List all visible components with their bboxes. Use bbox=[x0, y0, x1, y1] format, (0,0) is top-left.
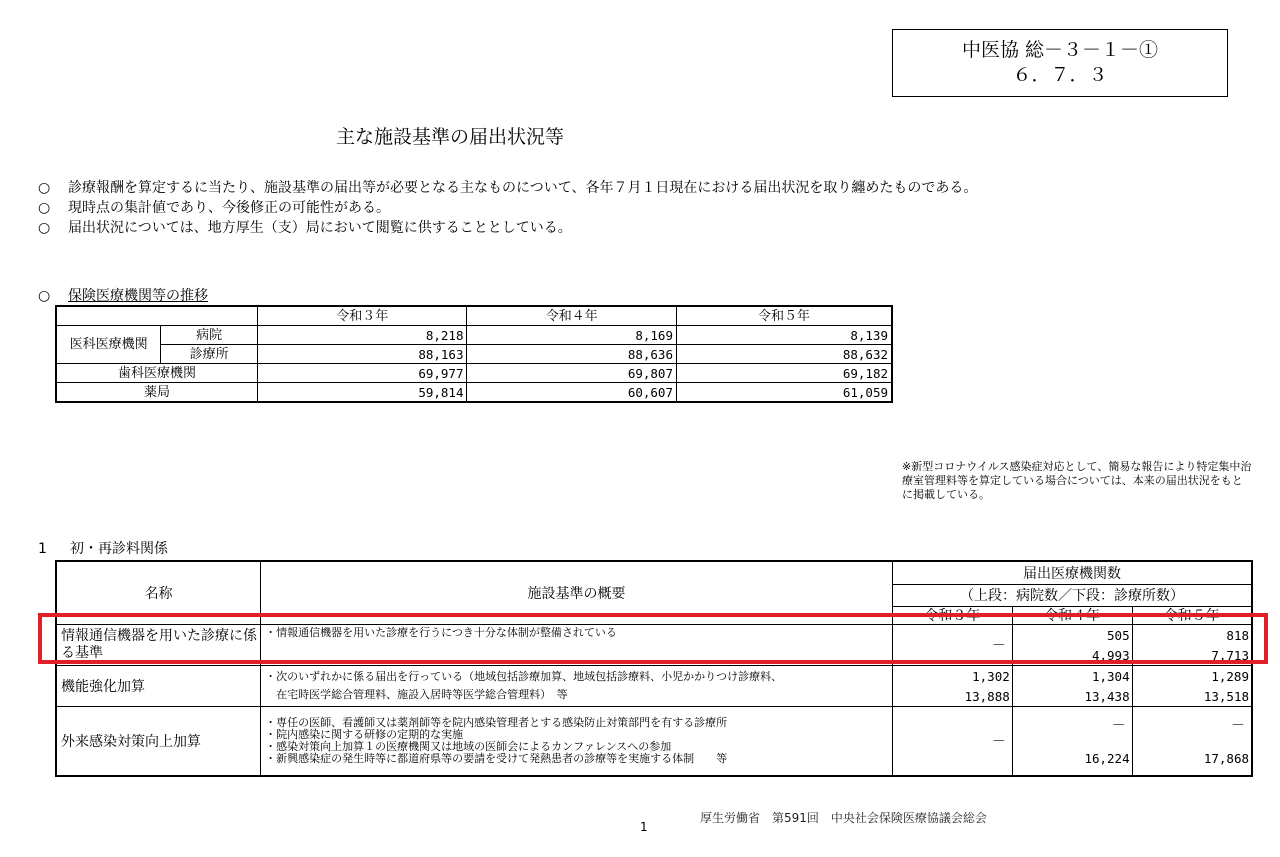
covid-remark: ※新型コロナウイルス感染症対応として、簡易な報告により特定集中治療室管理料等を算定している場合については、本来の届出状況をもとに掲載している。 bbox=[902, 460, 1252, 501]
standard-summary: ・情報通信機器を用いた診療を行うにつき十分な体制が整備されている bbox=[261, 625, 893, 666]
row-group-label: 医科医療機関 bbox=[56, 326, 161, 364]
intro-notes bbox=[38, 178, 977, 238]
note-item: ○ 現時点の集計値であり、今後修正の可能性がある。 bbox=[38, 200, 390, 216]
year-header: 令和４年 bbox=[1012, 607, 1132, 625]
standard-name: 外来感染対策向上加算 bbox=[56, 707, 261, 777]
count-header: 届出医療機関数 bbox=[892, 561, 1252, 585]
count-subheader: （上段：病院数／下段：診療所数） bbox=[892, 585, 1252, 607]
document-id: 中医協 総－３－１－① bbox=[961, 39, 1159, 61]
bullet-icon: ○ bbox=[38, 288, 51, 304]
document-date: ６．７．３ bbox=[1012, 64, 1108, 86]
standard-summary: ・次のいずれかに係る届出を行っている（地域包括診療加算、地域包括診療料、小児かかりつけ診療料、 在宅時医学総合管理料、施設入居時等医学総合管理料） 等 bbox=[261, 666, 893, 707]
table-row: 情報通信機器を用いた診療に係る基準 ・情報通信機器を用いた診療を行うにつき十分な体制が整備されている － 505 818 bbox=[56, 625, 1252, 646]
document-id-box bbox=[892, 29, 1228, 97]
row-label: 薬局 bbox=[56, 383, 257, 403]
table-header-row bbox=[56, 561, 1252, 585]
table-row: 診療所 88,163 88,636 88,632 bbox=[56, 345, 892, 364]
standard-summary: ・専任の医師、看護師又は薬剤師等を院内感染管理者とする感染防止対策部門を有する診療所 ・院内感染に関する研修の定期的な実施 ・感染対策向上加算１の医療機関又は地域の医師会によるカンファレンスへの参加 ・新興感染症の発生時等に都道府県等の要請を受けて発熱患者の診療等を実施する体制 等 bbox=[261, 707, 893, 777]
institutions-section-title: ○ 保険医療機関等の推移 bbox=[38, 288, 208, 304]
bullet-icon: ○ bbox=[38, 200, 51, 216]
bullet-icon: ○ bbox=[38, 220, 51, 236]
bullet-icon: ○ bbox=[38, 180, 51, 196]
page-number: 1 bbox=[640, 820, 648, 834]
page-title: 主な施設基準の届出状況等 bbox=[335, 126, 564, 148]
name-header: 名称 bbox=[56, 561, 261, 625]
row-label: 歯科医療機関 bbox=[56, 364, 257, 383]
summary-header: 施設基準の概要 bbox=[261, 561, 893, 625]
note-item: ○ 届出状況については、地方厚生（支）局において閲覧に供することとしている。 bbox=[38, 220, 572, 236]
standard-name: 機能強化加算 bbox=[56, 666, 261, 707]
year-header: 令和５年 bbox=[1132, 607, 1252, 625]
facility-standards-table: 名称 施設基準の概要 届出医療機関数 （上段：病院数／下段：診療所数） 令和３年 令和４年 令和５年 情報通信機器を用いた診療に係る基準 ・情報通信機器を用いた診療を行うにつき十分な体制が整備されている － 505 818 4,993 7,713 機能強化加算 ・次のいずれかに係る届出を行っている（地域包括診療加算、地域包括診療料、小児かかりつけ診療料、 在宅時医学総合管理料、施設入居時等医学総合管理料） 等 1,302 1,304 1,289 13,888 13,438 13,518 外来感染対策向上加算 ・専任の医師、看護師又は薬剤師等を院内感染管理者とする感染防止対策部門を有する診療所 ・院内感染に関する研修の定期的な実施 ・感染対策向上加算１の医療機関又は地域の医師会によるカンファレンスへの参加 ・新興感染症の発生時等に都道府県等の要請を受けて発熱患者の診療等を実施する体制 等 － － － 16,224 17,868 bbox=[55, 560, 1253, 777]
standard-name: 情報通信機器を用いた診療に係る基準 bbox=[56, 625, 261, 666]
year-header: 令和４年 bbox=[467, 306, 677, 326]
footer-source: 厚生労働省 第591回 中央社会保険医療協議会総会 bbox=[700, 811, 987, 825]
row-label: 診療所 bbox=[161, 345, 258, 364]
institutions-table bbox=[55, 305, 893, 403]
year-header: 令和３年 bbox=[257, 306, 467, 326]
table-row: 医科医療機関 病院 8,218 8,169 8,139 bbox=[56, 326, 892, 345]
table-row: 薬局 59,814 60,607 61,059 bbox=[56, 383, 892, 403]
table-row: 機能強化加算 ・次のいずれかに係る届出を行っている（地域包括診療加算、地域包括診療料、小児かかりつけ診療料、 在宅時医学総合管理料、施設入居時等医学総合管理料） 等 1,302 1,304 1,289 bbox=[56, 666, 1252, 687]
section-1-title: 1 初・再診料関係 bbox=[38, 541, 168, 557]
note-item: ○ 診療報酬を算定するに当たり、施設基準の届出等が必要となる主なものについて、各年７月１日現在における届出状況を取り纏めたものである。 bbox=[38, 180, 978, 196]
year-header: 令和５年 bbox=[676, 306, 892, 326]
year-header: 令和３年 bbox=[892, 607, 1012, 625]
row-label: 病院 bbox=[161, 326, 258, 345]
table-header-row bbox=[56, 306, 892, 326]
table-row: 外来感染対策向上加算 ・専任の医師、看護師又は薬剤師等を院内感染管理者とする感染防止対策部門を有する診療所 ・院内感染に関する研修の定期的な実施 ・感染対策向上加算１の医療機関又は地域の医師会によるカンファレンスへの参加 ・新興感染症の発生時等に都道府県等の要請を受けて発熱患者の診療等を実施する体制 等 － － － bbox=[56, 707, 1252, 743]
table-row: 歯科医療機関 69,977 69,807 69,182 bbox=[56, 364, 892, 383]
